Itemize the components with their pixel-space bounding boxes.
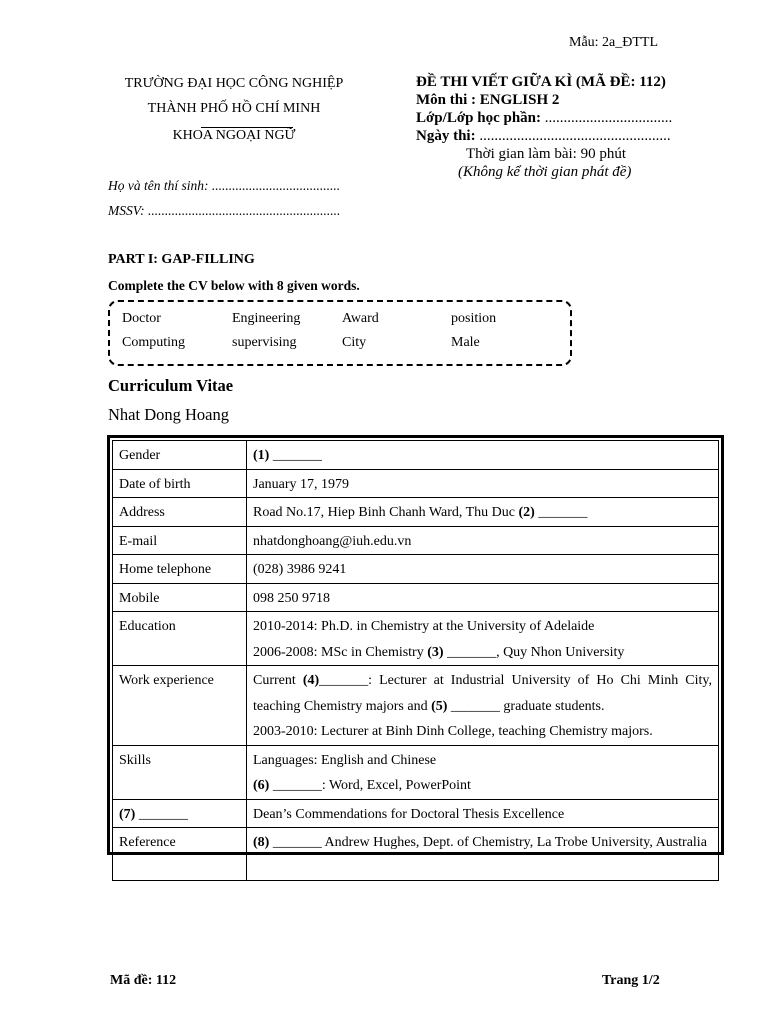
exam-duration: Thời gian làm bài: 90 phút [466, 146, 626, 162]
part1-title: PART I: GAP-FILLING [108, 252, 255, 267]
cv-table [112, 440, 719, 881]
reference-text: _______ Andrew Hughes, Dept. of Chemistry, La Trobe University, Australia [269, 835, 707, 850]
cell-label [113, 799, 247, 828]
word-item: Doctor [122, 311, 161, 326]
table-row [113, 583, 719, 612]
cell-label: Date of birth [113, 469, 247, 498]
cell-value [247, 612, 719, 666]
education-line [253, 640, 712, 666]
cell-label: Gender [113, 441, 247, 470]
word-item: position [451, 311, 497, 326]
work-text: _______ graduate students. [447, 698, 605, 714]
form-code: Mẫu: 2a_ĐTTL [569, 35, 659, 50]
cell-label: Address [113, 498, 247, 527]
cell-label: E-mail [113, 526, 247, 555]
word-item: Computing [122, 335, 186, 350]
cell-value [247, 498, 719, 527]
cell-value: Dean’s Commendations for Doctoral Thesis Excellence [247, 799, 719, 828]
footer-exam-code: Mã đề: 112 [110, 973, 177, 988]
education-text: _______, Quy Nhon University [443, 644, 625, 660]
work-line: 2003-2010: Lecturer at Binh Dinh College, teaching Chemistry majors. [253, 724, 653, 739]
faculty-name: KHOA NGOẠI NGỮ [172, 128, 296, 143]
school-name-line1: TRƯỜNG ĐẠI HỌC CÔNG NGHIỆP [124, 76, 344, 91]
reference-line [253, 830, 712, 856]
work-text: Current [253, 673, 303, 688]
student-id-field: MSSV: ......................................................... [108, 203, 341, 218]
class-field [416, 110, 672, 127]
gap-blank: _______ [269, 448, 322, 463]
gap-number: (5) [431, 698, 448, 714]
cell-value [247, 745, 719, 799]
cell-value [247, 666, 719, 746]
word-item: City [342, 335, 367, 350]
date-field [416, 128, 671, 145]
part1-instruction: Complete the CV below with 8 given words. [108, 278, 360, 293]
table-row [113, 612, 719, 666]
word-item: Award [342, 311, 379, 326]
cell-value: January 17, 1979 [247, 469, 719, 498]
education-line: 2010-2014: Ph.D. in Chemistry at the University of Adelaide [253, 619, 595, 634]
gap-number: (6) [253, 778, 270, 793]
cell-label: Skills [113, 745, 247, 799]
student-name-field: Họ và tên thí sinh: ...................................... [108, 178, 341, 193]
exam-title: ĐỀ THI VIẾT GIỮA KÌ (MÃ ĐỀ: 112) [416, 74, 666, 90]
word-item: Engineering [232, 311, 301, 326]
date-label: Ngày thi: [416, 128, 476, 144]
skills-line: Languages: English and Chinese [253, 752, 437, 768]
cv-name: Nhat Dong Hoang [108, 405, 229, 424]
gap-number: (3) [427, 644, 444, 660]
table-row [113, 441, 719, 470]
date-dots: ................................................... [475, 128, 671, 144]
word-box [108, 300, 572, 366]
class-label: Lớp/Lớp học phần: [416, 110, 541, 126]
gap-blank: _______ [534, 505, 588, 520]
cell-value: (028) 3986 9241 [247, 555, 719, 584]
gap-number: (8) [253, 835, 270, 850]
school-name-line2: THÀNH PHỐ HỒ CHÍ MINH [147, 101, 321, 116]
work-line [253, 668, 712, 719]
exam-note: (Không kể thời gian phát đề) [458, 164, 632, 180]
cell-value [247, 441, 719, 470]
cell-label: Reference [113, 828, 247, 881]
table-row [113, 666, 719, 746]
table-row [113, 828, 719, 881]
cell-value: 098 250 9718 [247, 583, 719, 612]
skills-line [253, 773, 712, 799]
cell-label: Mobile [113, 583, 247, 612]
cell-label: Education [113, 612, 247, 666]
table-row [113, 555, 719, 584]
cv-heading: Curriculum Vitae [108, 376, 234, 395]
address-text: Road No.17, Hiep Binh Chanh Ward, Thu Duc [253, 505, 519, 520]
cell-label: Work experience [113, 666, 247, 746]
word-item: supervising [232, 335, 297, 350]
cell-value: nhatdonghoang@iuh.edu.vn [247, 526, 719, 555]
table-row [113, 469, 719, 498]
education-text: 2006-2008: MSc in Chemistry [253, 644, 428, 660]
footer-page-number: Trang 1/2 [602, 973, 660, 988]
gap-number: (1) [253, 448, 270, 463]
word-item: Male [451, 335, 480, 350]
cell-value [247, 828, 719, 881]
table-row [113, 799, 719, 828]
class-dots: .................................. [541, 110, 673, 126]
gap-number: (2) [518, 505, 535, 520]
gap-number: (4) [302, 673, 320, 688]
skills-text: _______: Word, Excel, PowerPoint [269, 778, 471, 793]
work-text: _______: Lecturer at Industrial University of Ho Chi Minh City, teaching Chemistry majors and [253, 673, 712, 714]
gap-number: (7) [119, 806, 136, 822]
table-row [113, 498, 719, 527]
table-row [113, 526, 719, 555]
cell-label: Home telephone [113, 555, 247, 584]
exam-subject: Môn thi : ENGLISH 2 [416, 92, 560, 108]
gap-blank: _______ [135, 806, 188, 822]
table-row [113, 745, 719, 799]
